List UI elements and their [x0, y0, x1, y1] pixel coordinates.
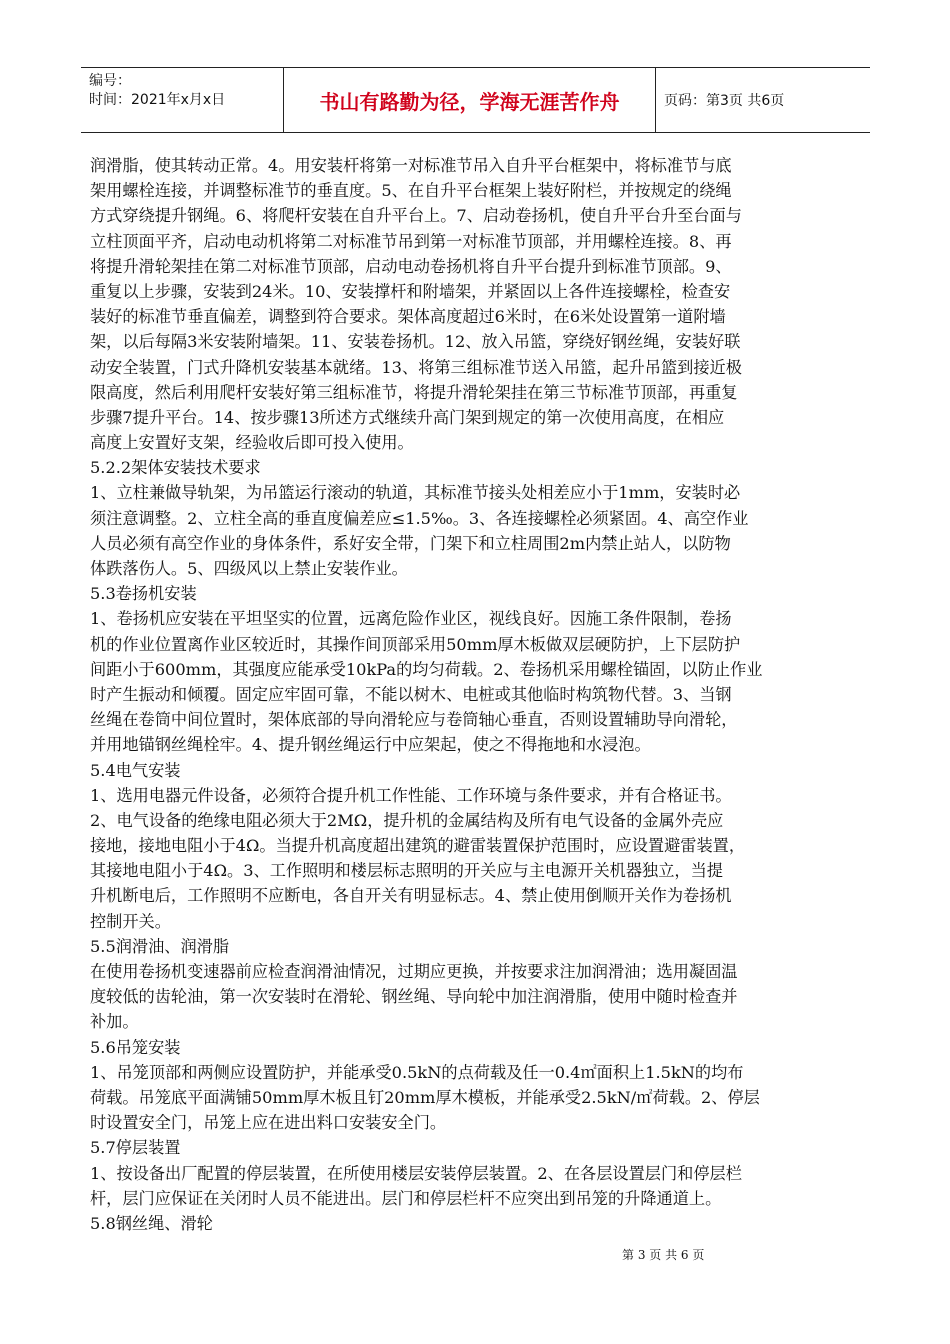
text-line: 立柱顶面平齐，启动电动机将第二对标准节吊到第一对标准节顶部，并用螺栓连接。8、再 — [90, 231, 732, 251]
text-line: 限高度，然后利用爬杆安装好第三组标准节，将提升滑轮架挂在第三节标准节顶部，再重复 — [90, 382, 738, 402]
text-line: 其接地电阻小于4Ω。3、工作照明和楼层标志照明的开关应与主电源开关机器独立，当提 — [90, 861, 723, 881]
text-line: 2、电气设备的绝缘电阻必须大于2MΩ，提升机的金属结构及所有电气设备的金属外壳应 — [90, 810, 724, 830]
text-line: 装好的标准节垂直偏差，调整到符合要求。架体高度超过6米时，在6米处设置第一道附墙 — [90, 307, 726, 327]
header-page-number: 页码：第3页 共6页 — [664, 93, 785, 109]
text-line: 时产生振动和倾覆。固定应牢固可靠，不能以树木、电桩或其他临时构筑物代替。3、当钢 — [90, 684, 732, 704]
text-line: 须注意调整。2、立柱全高的垂直度偏差应≤1.5‰。3、各连接螺栓必须紧固。4、高空作业 — [90, 508, 749, 528]
text-line: 架用螺栓连接，并调整标准节的垂直度。5、在自升平台框架上装好附栏，并按规定的绕绳 — [90, 181, 732, 201]
text-line: 步骤7提升平台。14、按步骤13所述方式继续升高门架到规定的第一次使用高度，在相应 — [90, 407, 725, 427]
text-line: 体跌落伤人。5、四级风以上禁止安装作业。 — [90, 559, 408, 578]
page-footer: 第 3 页 共 6 页 — [622, 1248, 705, 1262]
text-line: 1、吊笼顶部和两侧应设置防护，并能承受0.5kN的点荷载及任一0.4㎡面积上1.5kN的均布 — [90, 1062, 744, 1082]
text-line: 方式穿绕提升钢绳。6、将爬杆安装在自升平台上。7、启动卷扬机，使自升平台升至台面与 — [90, 206, 742, 226]
text-line: 杆，层门应保证在关闭时人员不能进出。层门和停层栏杆不应突出到吊笼的升降通道上。 — [90, 1188, 722, 1208]
text-line: 在使用卷扬机变速器前应检查润滑油情况，过期应更换，并按要求注加润滑油；选用凝固温 — [90, 962, 738, 981]
text-line: 1、卷扬机应安装在平坦坚实的位置，远离危险作业区，视线良好。因施工条件限制，卷扬 — [90, 609, 732, 629]
text-line: 荷载。吊笼底平面满铺50mm厚木板且钉20mm厚木模板，并能承受2.5kN/㎡荷载。2、停层 — [90, 1087, 760, 1107]
text-line: 5.5润滑油、润滑脂 — [90, 936, 230, 956]
text-line: 接地，接地电阻小于4Ω。当提升机高度超出建筑的避雷装置保护范围时，应设置避雷装置， — [90, 836, 746, 856]
text-line: 并用地锚钢丝绳栓牢。4、提升钢丝绳运行中应架起，使之不得拖地和水浸泡。 — [90, 735, 651, 755]
header-motto: 书山有路勤为径，学海无涯苦作舟 — [284, 68, 656, 132]
text-line: 丝绳在卷筒中间位置时，架体底部的导向滑轮应与卷筒轴心垂直，否则设置辅助导向滑轮， — [90, 710, 738, 730]
text-line: 重复以上步骤，安装到24米。10、安装撑杆和附墙架，并紧固以上各件连接螺栓，检查安 — [90, 281, 731, 301]
document-body — [90, 153, 872, 1236]
document-date: 时间：2021年x月x日 — [89, 92, 226, 108]
text-line: 人员必须有高空作业的身体条件，系好安全带，门架下和立柱周围2m内禁止站人，以防物 — [90, 533, 731, 553]
text-line: 机的作业位置离作业区较近时，其操作间顶部采用50mm厚木板做双层硬防护，上下层防护 — [90, 634, 741, 654]
text-line: 1、立柱兼做导轨架，为吊篮运行滚动的轨道，其标准节接头处相差应小于1mm，安装时必 — [90, 483, 741, 503]
text-line: 5.6吊笼安装 — [90, 1037, 181, 1057]
page-header — [81, 67, 870, 133]
text-line: 将提升滑轮架挂在第二对标准节顶部，启动电动卷扬机将自升平台提升到标准节顶部。9、 — [90, 256, 732, 276]
text-line: 动安全装置，门式升降机安装基本就绪。13、将第三组标准节送入吊篮，起升吊篮到接近极 — [90, 357, 742, 377]
text-line: 度较低的齿轮油，第一次安装时在滑轮、钢丝绳、导向轮中加注润滑脂，使用中随时检查并 — [90, 987, 738, 1007]
document-number-label: 编号： — [89, 73, 131, 89]
text-line: 补加。 — [90, 1012, 139, 1032]
text-line: 高度上安置好支架，经验收后即可投入使用。 — [90, 433, 414, 453]
text-line: 间距小于600mm，其强度应能承受10kPa的均匀荷载。2、卷扬机采用螺栓锚固，以防止作业 — [90, 659, 763, 679]
text-line: 5.2.2架体安装技术要求 — [90, 458, 261, 478]
text-line: 时设置安全门，吊笼上应在进出料口安装安全门。 — [90, 1113, 447, 1133]
text-line: 5.8钢丝绳、滑轮 — [90, 1213, 213, 1233]
text-line: 控制开关。 — [90, 911, 171, 931]
text-line: 5.7停层装置 — [90, 1138, 181, 1158]
text-line: 润滑脂，使其转动正常。4。用安装杆将第一对标准节吊入自升平台框架中，将标准节与底 — [90, 156, 732, 175]
text-line: 架，以后每隔3米安装附墙架。11、安装卷扬机。12、放入吊篮，穿绕好钢丝绳，安装好联 — [90, 332, 741, 352]
text-line: 1、按设备出厂配置的停层装置，在所使用楼层安装停层装置。2、在各层设置层门和停层栏 — [90, 1163, 742, 1183]
text-line: 5.3卷扬机安装 — [90, 584, 197, 604]
header-meta — [81, 68, 284, 132]
text-line: 升机断电后，工作照明不应断电，各自开关有明显标志。4、禁止使用倒顺开关作为卷扬机 — [90, 886, 732, 906]
text-line: 1、选用电器元件设备，必须符合提升机工作性能、工作环境与条件要求，并有合格证书。 — [90, 785, 732, 805]
text-line: 5.4电气安装 — [90, 760, 181, 780]
